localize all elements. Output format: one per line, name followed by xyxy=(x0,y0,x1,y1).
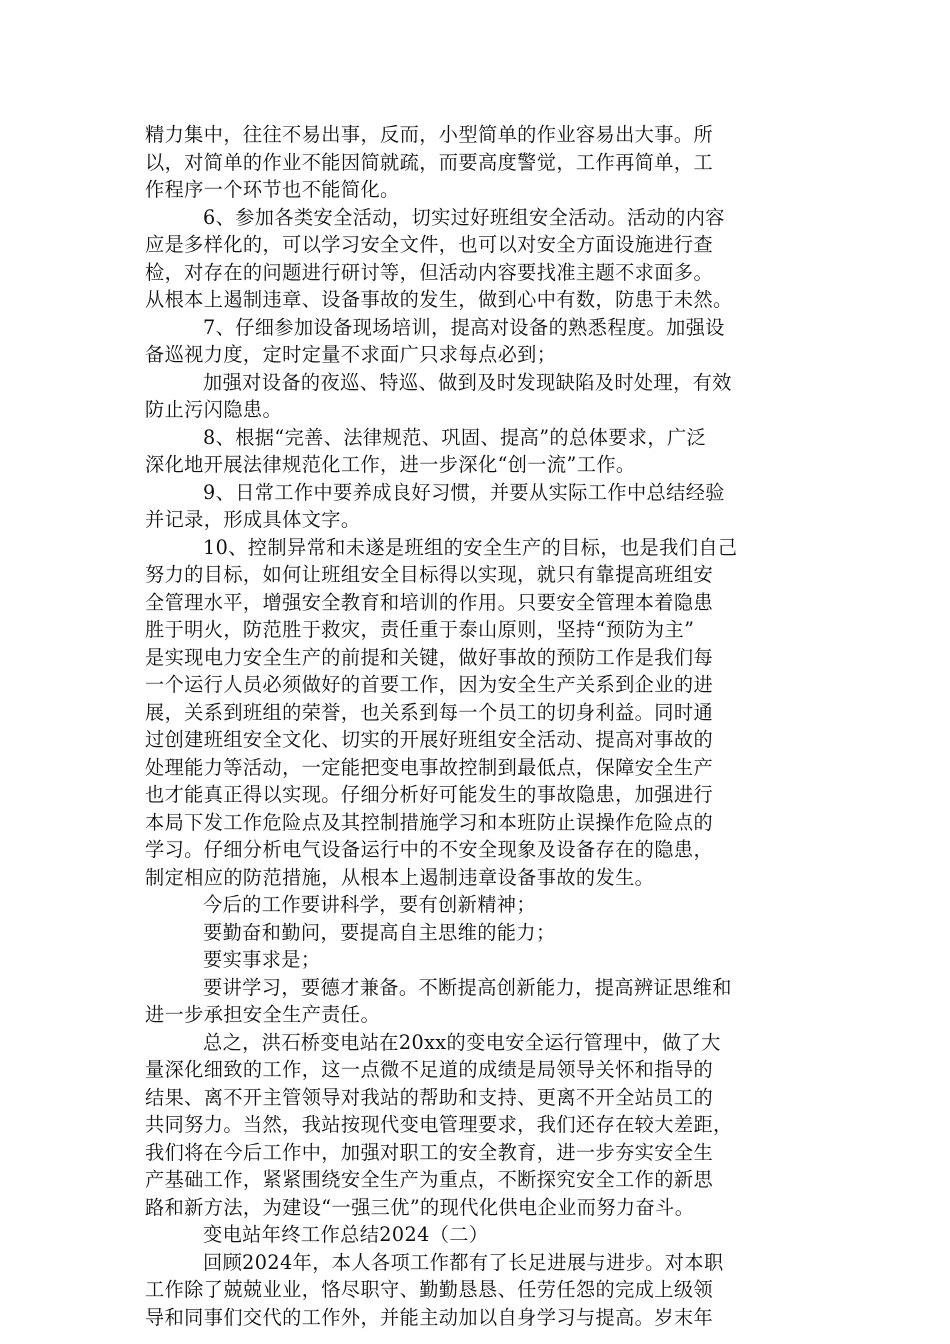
text-line: 路和新方法，为建设“一强三优”的现代化供电企业而努力奋斗。 xyxy=(145,1195,695,1219)
text-line: 要讲学习，要德才兼备。不断提高创新能力，提高辨证思维和 xyxy=(203,975,732,999)
text-line: 深化地开展法律规范化工作，进一步深化“创一流”工作。 xyxy=(145,453,636,476)
text-line: 8、根据“完善、法律规范、巩固、提高”的总体要求，广泛 xyxy=(203,425,707,449)
text-line: 总之，洪石桥变电站在20xx的变电安全运行管理中，做了大 xyxy=(203,1030,721,1054)
text-line: 以，对简单的作业不能因简就疏，而要高度警觉，工作再简单，工 xyxy=(145,150,714,174)
text-line: 变电站年终工作总结2024（二） xyxy=(203,1223,489,1246)
document-body xyxy=(145,121,805,1331)
text-line: 检，对存在的问题进行研讨等，但活动内容要找准主题不求面多。 xyxy=(145,260,714,284)
text-line: 10、控制异常和未遂是班组的安全生产的目标，也是我们自己 xyxy=(203,535,738,559)
text-line: 处理能力等活动，一定能把变电事故控制到最低点，保障安全生产 xyxy=(145,755,714,779)
text-line: 从根本上遏制违章、设备事故的发生，做到心中有数，防患于未然。 xyxy=(145,288,733,311)
text-line: 防止污闪隐患。 xyxy=(145,398,283,421)
text-line: 要勤奋和勤问，要提高自主思维的能力； xyxy=(203,920,556,944)
text-line: 精力集中，往往不易出事，反而，小型简单的作业容易出大事。所 xyxy=(145,123,714,146)
text-line: 我们将在今后工作中，加强对职工的安全教育，进一步夯实安全生 xyxy=(145,1140,714,1164)
text-line: 回顾2024年，本人各项工作都有了长足进展与进步。对本职 xyxy=(203,1250,724,1274)
text-line: 要实事求是； xyxy=(203,948,321,971)
text-line: 导和同事们交代的工作外，并能主动加以自身学习与提高。岁末年 xyxy=(145,1305,714,1329)
text-line: 过创建班组安全文化、切实的开展好班组安全活动、提高对事故的 xyxy=(145,728,714,751)
text-line: 并记录，形成具体文字。 xyxy=(145,508,361,531)
text-line: 本局下发工作危险点及其控制措施学习和本班防止误操作危险点的 xyxy=(145,810,714,834)
text-line: 6、参加各类安全活动，切实过好班组安全活动。活动的内容 xyxy=(203,205,725,229)
text-line: 产基础工作，紧紧围绕安全生产为重点，不断探究安全工作的新思 xyxy=(145,1168,714,1191)
text-line: 展，关系到班组的荣誉，也关系到每一个员工的切身利益。同时通 xyxy=(145,700,714,724)
text-line: 进一步承担安全生产责任。 xyxy=(145,1003,381,1026)
text-line: 备巡视力度，定时定量不求面广只求每点必到； xyxy=(145,343,557,366)
text-line: 量深化细致的工作，这一点微不足道的成绩是局领导关怀和指导的 xyxy=(145,1058,714,1081)
text-line: 作程序一个环节也不能简化。 xyxy=(145,178,400,201)
text-line: 学习。仔细分析电气设备运行中的不安全现象及设备存在的隐患， xyxy=(145,838,714,861)
text-line: 制定相应的防范措施，从根本上遏制违章设备事故的发生。 xyxy=(145,865,655,889)
text-line: 努力的目标，如何让班组安全目标得以实现，就只有靠提高班组安 xyxy=(145,563,714,586)
text-line: 工作除了兢兢业业，恪尽职守、勤勤恳恳、任劳任怨的完成上级领 xyxy=(145,1278,714,1301)
text-line: 也才能真正得以实现。仔细分析好可能发生的事故隐患，加强进行 xyxy=(145,783,714,806)
text-line: 结果、离不开主管领导对我站的帮助和支持、更离不开全站员工的 xyxy=(145,1085,714,1109)
text-line: 一个运行人员必须做好的首要工作，因为安全生产关系到企业的进 xyxy=(145,673,714,696)
text-line: 7、仔细参加设备现场培训，提高对设备的熟悉程度。加强设 xyxy=(203,315,725,339)
text-line: 应是多样化的，可以学习安全文件，也可以对安全方面设施进行查 xyxy=(145,233,714,256)
text-line: 加强对设备的夜巡、特巡、做到及时发现缺陷及时处理，有效 xyxy=(203,370,732,394)
text-line: 共同努力。当然，我站按现代变电管理要求，我们还存在较大差距， xyxy=(145,1113,733,1136)
text-line: 今后的工作要讲科学，要有创新精神； xyxy=(203,893,536,916)
text-line: 9、日常工作中要养成良好习惯，并要从实际工作中总结经验 xyxy=(203,480,725,504)
text-line: 全管理水平，增强安全教育和培训的作用。只要安全管理本着隐患 xyxy=(145,590,714,614)
text-line: 胜于明火，防范胜于救灾，责任重于泰山原则，坚持“预防为主” xyxy=(145,618,695,641)
text-line: 是实现电力安全生产的前提和关键，做好事故的预防工作是我们每 xyxy=(145,645,714,669)
